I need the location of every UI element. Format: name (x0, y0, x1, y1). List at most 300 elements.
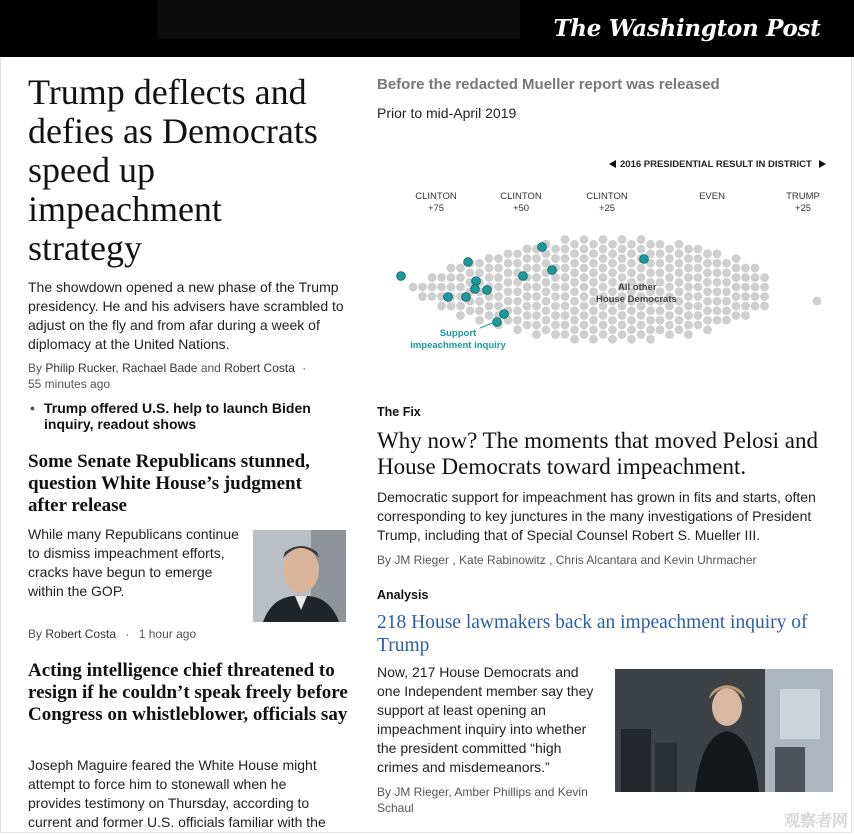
district-dot (599, 330, 608, 339)
right-arrow-icon (819, 160, 826, 168)
portrait-image (253, 530, 346, 622)
district-dot (561, 283, 570, 292)
district-dot (485, 264, 494, 273)
district-dot (589, 335, 598, 344)
district-dot (589, 306, 598, 315)
district-dot (494, 264, 503, 273)
district-dot (532, 321, 541, 330)
district-dot (523, 254, 532, 263)
watermark: 观察者网 (783, 813, 848, 830)
district-dot (741, 264, 750, 273)
district-dot (561, 330, 570, 339)
district-dot (703, 259, 712, 268)
district-dot (713, 287, 722, 296)
district-dot (722, 306, 731, 315)
district-dot (504, 278, 513, 287)
district-dot (713, 249, 722, 258)
district-dot (646, 306, 655, 315)
press-photo-image (615, 669, 833, 792)
district-dot (580, 264, 589, 273)
district-dot (447, 283, 456, 292)
district-dot (599, 254, 608, 263)
district-dot (542, 297, 551, 306)
author-link[interactable]: Rachael Bade (122, 361, 198, 375)
district-dot (513, 287, 522, 296)
district-dot (485, 302, 494, 311)
district-dot (646, 335, 655, 344)
district-dot (494, 302, 503, 311)
district-dot (722, 316, 731, 325)
district-dot (570, 325, 579, 334)
district-dot (523, 264, 532, 273)
district-dot (684, 283, 693, 292)
district-dot (760, 292, 769, 301)
district-dot (722, 278, 731, 287)
author-link[interactable]: Robert Costa (45, 627, 117, 641)
district-dot (599, 311, 608, 320)
district-dot (813, 297, 822, 306)
district-dot (513, 306, 522, 315)
district-dot (523, 245, 532, 254)
district-dot (513, 297, 522, 306)
district-dot (485, 273, 494, 282)
district-dot (580, 245, 589, 254)
district-dot (513, 249, 522, 258)
district-dot (570, 287, 579, 296)
district-dot (703, 316, 712, 325)
district-dot (618, 245, 627, 254)
district-dot (599, 321, 608, 330)
district-dot (599, 264, 608, 273)
district-dot (580, 302, 589, 311)
district-dot (570, 316, 579, 325)
district-dot (437, 283, 446, 292)
district-dot (694, 311, 703, 320)
district-dot (608, 325, 617, 334)
district-dot (694, 273, 703, 282)
district-dot (542, 287, 551, 296)
axis-title: 2016 PRESIDENTIAL RESULT IN DISTRICT (620, 159, 812, 170)
district-dot (608, 268, 617, 277)
story2-headline[interactable]: Some Senate Republicans stunned, question White House’s judgment after release (28, 451, 310, 516)
district-dot (561, 245, 570, 254)
author-link[interactable]: Robert Costa (224, 361, 295, 375)
district-dot (532, 311, 541, 320)
district-dot (646, 325, 655, 334)
district-dot (684, 264, 693, 273)
top-bar-band (157, 0, 520, 39)
district-dot (447, 273, 456, 282)
district-dot (599, 283, 608, 292)
byline-dot: · (125, 627, 130, 641)
district-dot (456, 302, 465, 311)
district-dot (675, 268, 684, 277)
section-label-fix[interactable]: The Fix (377, 405, 421, 419)
district-dot (608, 335, 617, 344)
district-dot (627, 325, 636, 334)
lead-headline[interactable]: Trump deflects and defies as Democrats speed up impeachment strategy (28, 72, 318, 268)
axis-label-line1: CLINTON (500, 191, 542, 202)
byline-prefix: By (28, 627, 43, 641)
district-dot (561, 273, 570, 282)
district-dot (665, 254, 674, 263)
district-dot (475, 268, 484, 277)
axis-label-line2: +25 (794, 203, 812, 214)
district-dot (713, 268, 722, 277)
district-dot (741, 273, 750, 282)
district-dot (703, 306, 712, 315)
graphic-subtitle: Prior to mid-April 2019 (377, 105, 517, 121)
district-dot (494, 273, 503, 282)
district-dot (694, 254, 703, 263)
district-dot (656, 278, 665, 287)
district-dot (637, 311, 646, 320)
story2-blurb: While many Republicans continue to dismiss impeachment efforts, cracks have begun to emerge within the GOP. (28, 526, 239, 599)
district-dot (494, 292, 503, 301)
district-dot (713, 306, 722, 315)
district-dot (751, 283, 760, 292)
district-dot (684, 292, 693, 301)
top-bar (0, 0, 854, 57)
support-dot (444, 293, 453, 302)
district-dot (570, 335, 579, 344)
district-dot (732, 283, 741, 292)
district-dot (504, 287, 513, 296)
district-dot (741, 292, 750, 301)
district-dot (475, 306, 484, 315)
district-dot (580, 292, 589, 301)
support-dot (519, 272, 528, 281)
district-dot (504, 249, 513, 258)
analysis-byline[interactable] (377, 784, 612, 816)
district-dot (675, 259, 684, 268)
district-dot (751, 264, 760, 273)
axis-label-line1: CLINTON (586, 191, 628, 202)
district-dot (675, 278, 684, 287)
district-dot (466, 268, 475, 277)
axis-label-line1: TRUMP (786, 191, 820, 202)
district-dot (570, 268, 579, 277)
label-support-line2: impeachment inquiry (410, 340, 506, 351)
district-dot (532, 330, 541, 339)
district-dot (466, 306, 475, 315)
district-dot (428, 283, 437, 292)
district-dot (589, 268, 598, 277)
district-dot (713, 278, 722, 287)
district-dot (580, 311, 589, 320)
district-dot (570, 249, 579, 258)
district-dot (646, 268, 655, 277)
district-dot (523, 302, 532, 311)
district-dot (732, 292, 741, 301)
district-dot (675, 240, 684, 249)
district-dot (580, 254, 589, 263)
axis-label-line2: +25 (598, 203, 616, 214)
fix-byline[interactable]: By JM Rieger , Kate Rabinowitz , Chris Alcantara and Kevin Uhrmacher (377, 553, 757, 567)
district-dot (570, 306, 579, 315)
district-dot (570, 259, 579, 268)
support-dot (538, 243, 547, 252)
lead-blurb: The showdown opened a new phase of the Trump presidency. He and his advisers have scrambled to adjust on the fly and from afar during a week of diplomacy at the United Nations. (28, 279, 344, 352)
district-dot (447, 302, 456, 311)
district-dot (513, 316, 522, 325)
district-dot (646, 240, 655, 249)
analysis-headline[interactable]: 218 House lawmakers back an impeachment inquiry of Trump (377, 612, 808, 656)
district-dot (637, 321, 646, 330)
district-dot (580, 283, 589, 292)
district-dot (665, 264, 674, 273)
byline-sep: , (115, 361, 119, 375)
support-dot (397, 272, 406, 281)
district-dot (665, 330, 674, 339)
district-dot (675, 325, 684, 334)
district-dot (532, 254, 541, 263)
district-dot (656, 325, 665, 334)
district-dot (532, 302, 541, 311)
district-dot (618, 321, 627, 330)
district-dot (542, 278, 551, 287)
district-dot (504, 259, 513, 268)
district-dot (551, 254, 560, 263)
district-dot (513, 259, 522, 268)
district-dot (580, 235, 589, 244)
district-dot (722, 287, 731, 296)
district-dot (722, 268, 731, 277)
district-dot (504, 268, 513, 277)
site-logo[interactable]: The Washington Post (553, 15, 821, 42)
analysis-photo[interactable] (615, 669, 833, 792)
district-dot (703, 297, 712, 306)
support-dot (640, 255, 649, 264)
district-dot (532, 264, 541, 273)
district-dot (675, 306, 684, 315)
district-dot (656, 268, 665, 277)
related-link[interactable]: • Trump offered U.S. help to launch Biden inquiry, readout shows (44, 400, 344, 432)
district-dot (589, 325, 598, 334)
district-dot (627, 259, 636, 268)
district-dot (513, 325, 522, 334)
axis-title-group (609, 159, 826, 170)
district-dot (599, 235, 608, 244)
district-dot (684, 245, 693, 254)
district-dot (599, 273, 608, 282)
district-dot (523, 311, 532, 320)
district-dot (485, 311, 494, 320)
district-dot (627, 240, 636, 249)
byline-dot: · (302, 361, 307, 375)
district-dot (447, 264, 456, 273)
district-dot (532, 283, 541, 292)
district-dot (599, 245, 608, 254)
district-dot (732, 302, 741, 311)
district-dot (618, 235, 627, 244)
axis-labels (415, 191, 820, 214)
story2-byline (28, 626, 248, 642)
district-dot (684, 311, 693, 320)
district-dot (741, 302, 750, 311)
district-dot (703, 249, 712, 258)
support-dot (464, 258, 473, 267)
district-dot (551, 245, 560, 254)
axis-label-line2: +75 (427, 203, 445, 214)
author-link[interactable]: Philip Rucker (45, 361, 116, 375)
district-dot (694, 264, 703, 273)
district-dot (684, 302, 693, 311)
district-dot (722, 297, 731, 306)
district-dot (608, 316, 617, 325)
district-dot (551, 302, 560, 311)
district-dot (713, 259, 722, 268)
district-dot (418, 283, 427, 292)
district-dot (675, 249, 684, 258)
district-dot (665, 245, 674, 254)
district-dot (703, 268, 712, 277)
district-dot (570, 297, 579, 306)
district-dot (665, 283, 674, 292)
district-dot (741, 311, 750, 320)
district-dot (542, 325, 551, 334)
fix-blurb: Democratic support for impeachment has grown in fits and starts, often corresponding to key junctures in the many investigations of President Trump, including that of Special Counsel Robert S. Mueller III. (377, 489, 816, 543)
district-dot (608, 278, 617, 287)
district-dot (637, 273, 646, 282)
support-dot (548, 266, 557, 275)
district-dot (542, 316, 551, 325)
district-dot (523, 283, 532, 292)
district-dot (627, 316, 636, 325)
district-dot (637, 330, 646, 339)
district-dot (741, 283, 750, 292)
support-dot (471, 285, 480, 294)
district-dot (589, 316, 598, 325)
district-dot (713, 316, 722, 325)
district-dot (627, 249, 636, 258)
district-dot (475, 316, 484, 325)
district-dot (532, 292, 541, 301)
district-dot (760, 283, 769, 292)
district-dot (618, 273, 627, 282)
district-dot (656, 249, 665, 258)
left-arrow-icon (609, 160, 616, 168)
district-dot (551, 283, 560, 292)
label-other-line2: House Democrats (596, 294, 677, 305)
district-dot (504, 297, 513, 306)
district-dot (589, 249, 598, 258)
district-dot (665, 311, 674, 320)
district-dot (618, 254, 627, 263)
district-dot (760, 273, 769, 282)
district-dot (684, 330, 693, 339)
district-dot (618, 330, 627, 339)
graphic-title: Before the redacted Mueller report was released (377, 76, 720, 93)
district-dot (732, 264, 741, 273)
district-dot (694, 245, 703, 254)
district-dot (751, 302, 760, 311)
district-dot (684, 254, 693, 263)
district-dot (694, 321, 703, 330)
district-dot (456, 311, 465, 320)
district-dot (618, 264, 627, 273)
district-dot (580, 273, 589, 282)
story3-blurb: Joseph Maguire feared the White House might attempt to force him to stonewall when he provides testimony on Thursday, according to current and former U.S. officials familiar with the (28, 757, 326, 830)
district-dot (608, 306, 617, 315)
district-dot (732, 254, 741, 263)
story2-photo[interactable] (253, 530, 346, 622)
label-other-line1: All other (618, 282, 657, 293)
support-dot (500, 310, 509, 319)
district-dot (523, 321, 532, 330)
district-dot (428, 292, 437, 301)
district-dot (627, 268, 636, 277)
axis-label-line1: EVEN (699, 191, 725, 202)
district-dot (580, 330, 589, 339)
district-dot (760, 302, 769, 311)
district-dot (561, 254, 570, 263)
district-dot (618, 311, 627, 320)
byline-prefix: By (28, 361, 43, 375)
timestamp: 55 minutes ago (28, 377, 111, 391)
support-dot (462, 293, 471, 302)
district-dot (646, 316, 655, 325)
fix-headline[interactable]: Why now? The moments that moved Pelosi and House Democrats toward impeachment. (377, 428, 818, 479)
district-dot (551, 321, 560, 330)
axis-label-line1: CLINTON (415, 191, 457, 202)
axis-label-line2: +50 (512, 203, 530, 214)
district-dot (475, 259, 484, 268)
section-label-analysis[interactable]: Analysis (377, 588, 429, 602)
district-dot (418, 292, 427, 301)
district-dot (589, 278, 598, 287)
district-dot (570, 278, 579, 287)
district-dot (456, 264, 465, 273)
analysis-blurb: Now, 217 House Democrats and one Independent member say they support at least opening an impeachment inquiry into whether the president committed “high crimes and misdemeanors.” (377, 664, 594, 775)
district-dot (561, 292, 570, 301)
district-dot (561, 321, 570, 330)
district-dot (532, 273, 541, 282)
district-dot (428, 273, 437, 282)
district-dot (494, 254, 503, 263)
dot-chart (380, 150, 830, 360)
district-dot (608, 249, 617, 258)
byline-line2: Schaul (377, 801, 414, 815)
story3-headline[interactable]: Acting intelligence chief threatened to resign if he couldn’t speak freely before Congress on whistleblower, officials say (28, 660, 348, 725)
district-dot (551, 292, 560, 301)
district-dot (656, 306, 665, 315)
district-dot (561, 264, 570, 273)
district-dot (665, 273, 674, 282)
district-dot (409, 283, 418, 292)
district-dot (627, 335, 636, 344)
district-dot (703, 287, 712, 296)
district-dot (694, 292, 703, 301)
district-dot (751, 273, 760, 282)
district-dot (542, 306, 551, 315)
district-dot (703, 278, 712, 287)
district-dot (589, 240, 598, 249)
district-dot (494, 283, 503, 292)
district-dot (703, 325, 712, 334)
district-dot (732, 311, 741, 320)
district-dot (589, 259, 598, 268)
timestamp: 1 hour ago (138, 627, 197, 641)
district-dot (608, 240, 617, 249)
district-dot (656, 316, 665, 325)
district-dot (732, 273, 741, 282)
district-dot (608, 259, 617, 268)
district-dot (694, 283, 703, 292)
district-dot (456, 273, 465, 282)
support-dot (483, 286, 492, 295)
district-dot (437, 302, 446, 311)
